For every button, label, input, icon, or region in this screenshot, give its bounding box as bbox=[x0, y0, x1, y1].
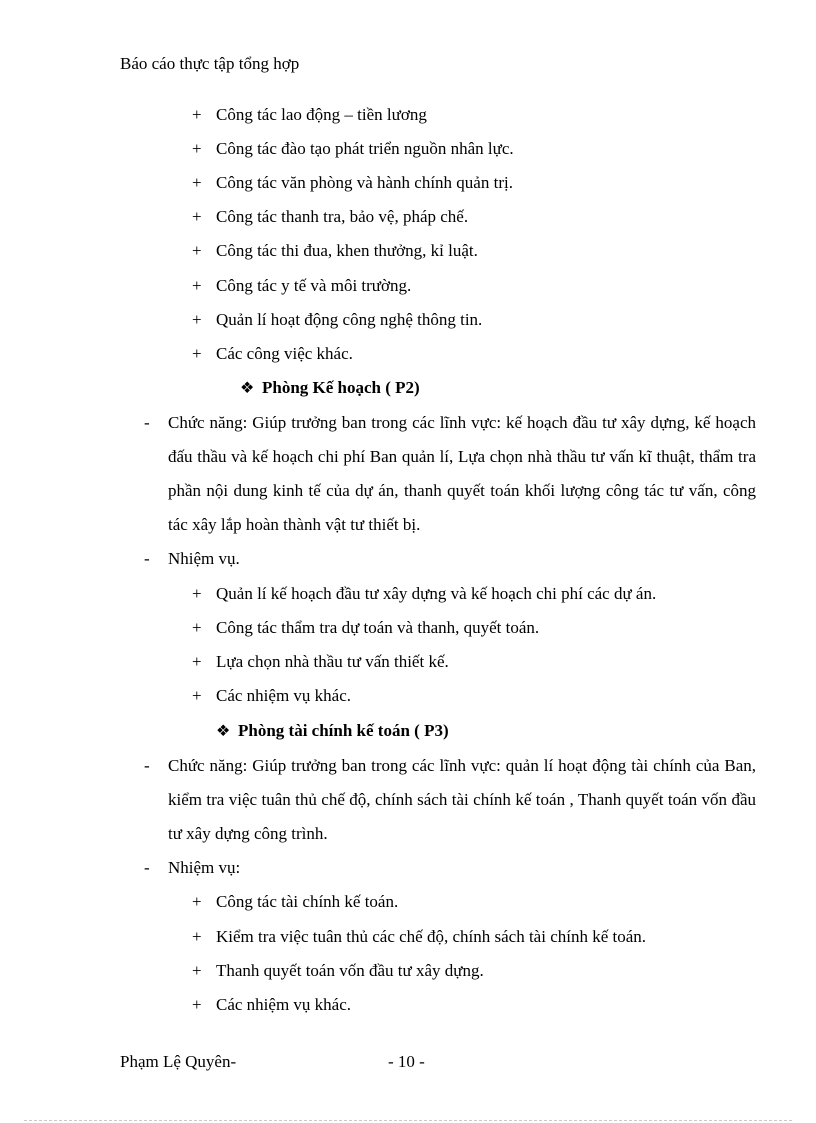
list-item: + Các công việc khác. bbox=[192, 344, 353, 363]
dash-bullet: - bbox=[144, 858, 150, 877]
plus-bullet: + bbox=[192, 686, 202, 705]
plus-bullet: + bbox=[192, 584, 202, 603]
function-paragraph-p3: Chức năng: Giúp trưởng ban trong các lĩnh vực: quản lí hoạt động tài chính của Ban, kiểm tra việc tuân thủ chế độ, chính sách tài chính kế toán , Thanh quyết toán vốn đầu tư xây dựng công trình. bbox=[168, 756, 756, 843]
plus-bullet: + bbox=[192, 105, 202, 124]
section-heading-p3: ❖ Phòng tài chính kế toán ( P3) bbox=[216, 721, 449, 740]
plus-bullet: + bbox=[192, 652, 202, 671]
plus-bullet: + bbox=[192, 173, 202, 192]
dash-bullet: - bbox=[144, 756, 150, 775]
dash-bullet: - bbox=[144, 549, 150, 568]
section-heading-p2: ❖ Phòng Kế hoạch ( P2) bbox=[240, 378, 420, 397]
function-paragraph-p2: Chức năng: Giúp trưởng ban trong các lĩnh vực: kế hoạch đầu tư xây dựng, kế hoạch đấu thầu và kế hoạch chi phí Ban quản lí, Lựa chọn nhà thầu tư vấn kĩ thuật, thẩm tra phần nội dung kinh tế của dự án, thanh quyết toán khối lượng công tác tư vấn, công tác xây lắp hoàn thành vật tư thiết bị. bbox=[168, 413, 756, 534]
list-item: + Công tác đào tạo phát triển nguồn nhân lực. bbox=[192, 139, 514, 158]
plus-bullet: + bbox=[192, 961, 202, 980]
list-item: + Quản lí hoạt động công nghệ thông tin. bbox=[192, 310, 483, 329]
diamond-bullet-icon: ❖ bbox=[240, 380, 255, 397]
plus-bullet: + bbox=[192, 892, 202, 911]
list-item: + Lựa chọn nhà thầu tư vấn thiết kế. bbox=[192, 652, 449, 671]
plus-bullet: + bbox=[192, 241, 202, 260]
plus-bullet: + bbox=[192, 344, 202, 363]
plus-bullet: + bbox=[192, 276, 202, 295]
list-item: + Công tác văn phòng và hành chính quản trị. bbox=[192, 173, 513, 192]
plus-bullet: + bbox=[192, 207, 202, 226]
page-bottom-divider bbox=[24, 1120, 792, 1121]
list-item: + Các nhiệm vụ khác. bbox=[192, 995, 352, 1014]
list-item: + Quản lí kế hoạch đầu tư xây dựng và kế hoạch chi phí các dự án. bbox=[192, 584, 657, 603]
list-item: + Công tác thi đua, khen thưởng, kỉ luật. bbox=[192, 241, 478, 260]
plus-bullet: + bbox=[192, 618, 202, 637]
dash-bullet: - bbox=[144, 413, 150, 432]
list-item: + Kiểm tra việc tuân thủ các chế độ, chính sách tài chính kế toán. bbox=[192, 927, 647, 946]
duties-label-p2: - Nhiệm vụ. bbox=[144, 549, 240, 568]
plus-bullet: + bbox=[192, 995, 202, 1014]
document-header: Báo cáo thực tập tổng hợp bbox=[120, 54, 300, 73]
list-item: + Công tác thẩm tra dự toán và thanh, quyết toán. bbox=[192, 618, 540, 637]
list-item: + Công tác tài chính kế toán. bbox=[192, 892, 399, 911]
page-number: - 10 - bbox=[388, 1052, 425, 1071]
list-item: + Công tác thanh tra, bảo vệ, pháp chế. bbox=[192, 207, 469, 226]
plus-bullet: + bbox=[192, 927, 202, 946]
duties-label-p3: - Nhiệm vụ: bbox=[144, 858, 241, 877]
list-item: + Công tác lao động – tiền lương bbox=[192, 105, 427, 124]
list-item: + Các nhiệm vụ khác. bbox=[192, 686, 352, 705]
list-item: + Công tác y tế và môi trường. bbox=[192, 276, 412, 295]
list-item: + Thanh quyết toán vốn đầu tư xây dựng. bbox=[192, 961, 484, 980]
diamond-bullet-icon: ❖ bbox=[216, 723, 231, 740]
plus-bullet: + bbox=[192, 139, 202, 158]
footer-author: Phạm Lệ Quyên- bbox=[120, 1052, 237, 1071]
plus-bullet: + bbox=[192, 310, 202, 329]
